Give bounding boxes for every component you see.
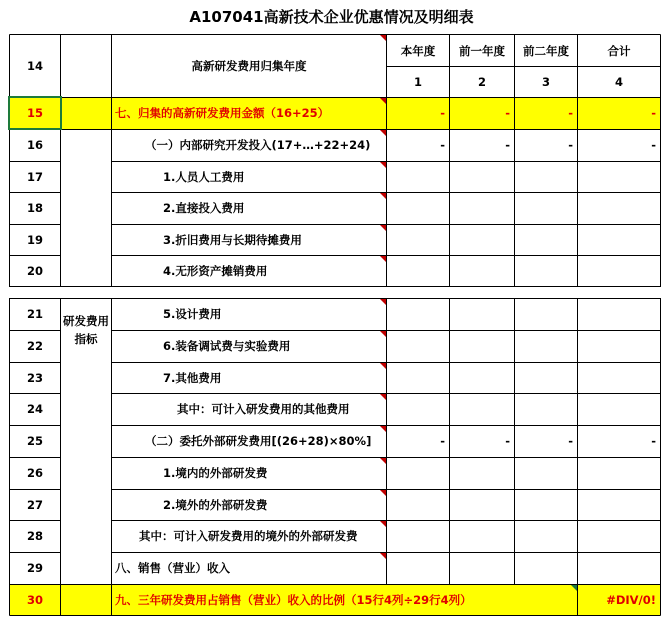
value-cell-col-2[interactable] [449,520,515,552]
row-label[interactable]: 6.装备调试费与实验费用 [163,339,291,353]
pane-split-gap [9,287,661,298]
value-cell-col-1[interactable] [386,489,450,520]
value-cell-col-2[interactable] [449,362,515,393]
row-number[interactable]: 26 [26,466,43,480]
header-col-prior-year: 前一年度 [459,43,505,58]
row-number[interactable]: 25 [26,434,43,448]
value-cell-col-4[interactable] [577,362,661,393]
value-cell-col-3[interactable] [514,552,578,584]
header-year-label: 高新研发费用归集年度 [191,59,307,73]
header-col-two-years-prior: 前二年度 [523,43,569,58]
value-cell-col-1[interactable] [386,552,450,584]
value-cell-col-3[interactable]: - [568,106,573,120]
row-label[interactable]: 2.境外的外部研发费 [163,497,268,512]
value-cell-col-1[interactable] [386,393,450,425]
value-cell-col-3[interactable] [514,161,578,192]
value-cell-col-2[interactable] [449,457,515,489]
row-label[interactable]: 4.无形资产摊销费用 [163,263,268,278]
row-label[interactable]: 3.折旧费用与长期待摊费用 [163,232,302,247]
row-number[interactable]: 21 [26,307,43,321]
value-cell-col-1[interactable] [386,362,450,393]
value-cell-col-2[interactable]: - [505,106,510,120]
row-number[interactable]: 27 [26,497,43,512]
comment-marker [380,35,386,41]
value-cell-col-2[interactable] [449,255,515,286]
row-number[interactable]: 30 [26,592,43,607]
value-cell-col-3[interactable] [514,520,578,552]
header-row-number: 14 [26,59,43,73]
value-cell-col-1[interactable] [386,457,450,489]
row-label[interactable]: 7.其他费用 [163,370,222,385]
row-number[interactable]: 23 [26,370,43,385]
value-cell-col-2[interactable] [449,224,515,255]
value-cell-col-3[interactable]: - [568,138,573,152]
value-cell-col-3[interactable] [514,330,578,362]
value-cell-col-1[interactable] [386,192,450,224]
group-label: 研发费用指标 [63,314,109,346]
value-cell-col-3[interactable] [514,224,578,255]
row-label[interactable]: 2.直接投入费用 [163,201,245,215]
row-label[interactable]: （一）内部研究开发投入(17+…+22+24) [145,138,371,152]
selected-cell-a15[interactable] [8,96,62,130]
value-cell-col-1[interactable]: - [440,106,445,120]
row-number[interactable]: 24 [26,402,43,416]
header-colnum-3: 3 [541,75,550,89]
row-label[interactable]: 1.境内的外部研发费 [163,466,268,480]
value-cell-col-4[interactable] [577,224,661,255]
value-cell-col-2[interactable] [449,192,515,224]
row-number[interactable]: 16 [26,138,43,152]
header-col-current-year: 本年度 [400,43,436,58]
value-cell-col-3[interactable] [514,255,578,286]
value-cell-col-3[interactable] [514,192,578,224]
value-cell-col-4[interactable] [577,489,661,520]
value-cell-col-1[interactable] [386,224,450,255]
row-number[interactable]: 18 [26,201,43,215]
value-cell-col-3[interactable] [514,393,578,425]
row-number[interactable]: 15 [26,106,43,120]
value-cell-col-4[interactable]: - [651,138,656,152]
value-cell-col-3[interactable] [514,489,578,520]
value-cell-col-1[interactable] [386,298,450,330]
row-number[interactable]: 29 [26,561,43,575]
value-cell-col-2[interactable]: - [505,138,510,152]
value-cell-col-4[interactable]: - [651,106,656,120]
row-number[interactable]: 20 [26,263,43,278]
sheet-title: A107041高新技术企业优惠情况及明细表 [189,8,474,26]
value-cell-col-3[interactable] [514,457,578,489]
value-cell-col-1[interactable] [386,161,450,192]
row-number[interactable]: 22 [26,339,43,353]
header-colnum-4: 4 [614,75,623,89]
value-cell-col-2[interactable] [449,393,515,425]
row-label[interactable]: 八、销售（营业）收入 [115,561,230,575]
value-cell-col-2[interactable] [449,298,515,330]
value-cell-col-4[interactable] [577,255,661,286]
value-cell-col-3[interactable]: - [568,434,573,448]
value-cell-col-2[interactable] [449,489,515,520]
value-cell-col-1[interactable]: - [440,434,445,448]
row-number[interactable]: 19 [26,232,43,247]
value-cell-col-1[interactable]: - [440,138,445,152]
value-cell-col-4[interactable] [577,520,661,552]
row-label[interactable]: 5.设计费用 [163,307,222,321]
header-colnum-2: 2 [477,75,486,89]
value-cell-col-4[interactable] [577,192,661,224]
value-cell-col-4[interactable] [577,330,661,362]
row-number[interactable]: 28 [26,529,43,543]
row-label[interactable]: （二）委托外部研发费用[(26+28)×80%] [145,434,372,448]
value-cell-col-4[interactable]: #DIV/0! [606,592,656,607]
row-label[interactable]: 1.人员人工费用 [163,169,245,184]
value-cell-col-4[interactable]: - [651,434,656,448]
value-cell-col-3[interactable] [514,362,578,393]
value-cell-col-4[interactable] [577,161,661,192]
value-cell-col-1[interactable] [386,520,450,552]
value-cell-col-4[interactable] [577,552,661,584]
row-number[interactable]: 17 [26,169,43,184]
value-cell-col-1[interactable] [386,255,450,286]
header-colnum-1: 1 [413,75,422,89]
value-cell-col-1[interactable] [386,330,450,362]
value-cell-col-2[interactable] [449,552,515,584]
row-label[interactable]: 九、三年研发费用占销售（营业）收入的比例（15行4列÷29行4列） [115,592,472,607]
row-label[interactable]: 七、归集的高新研发费用金额（16+25） [115,106,330,120]
row-label[interactable]: 其中：可计入研发费用的其他费用 [177,402,350,416]
value-cell-col-2[interactable] [449,161,515,192]
value-cell-col-4[interactable] [577,298,661,330]
value-cell-col-2[interactable]: - [505,434,510,448]
value-cell-col-4[interactable] [577,457,661,489]
value-cell-col-2[interactable] [449,330,515,362]
row-label[interactable]: 其中：可计入研发费用的境外的外部研发费 [139,529,358,543]
header-col-total: 合计 [607,43,631,58]
value-cell-col-3[interactable] [514,298,578,330]
value-cell-col-4[interactable] [577,393,661,425]
